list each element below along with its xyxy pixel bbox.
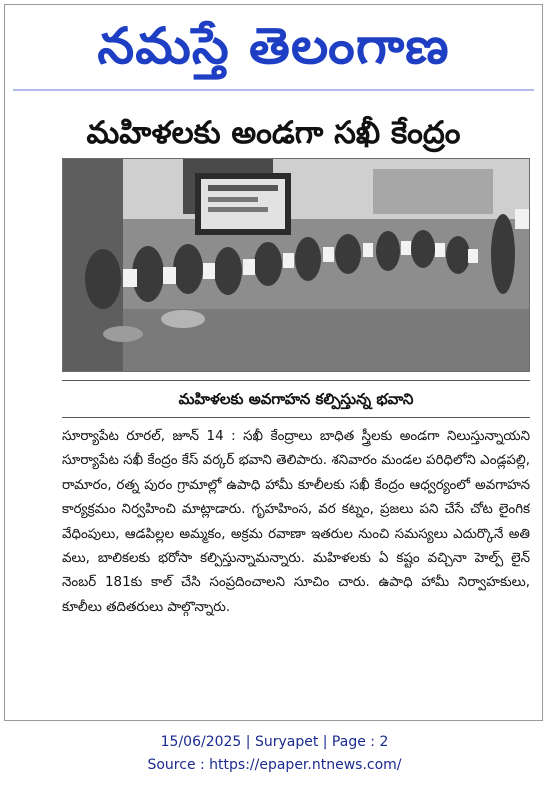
- article-body: సూర్యాపేట రూరల్, జూన్ 14 : సఖీ కేంద్రాలు బాధిత స్త్రీలకు అండగా నిలుస్తున్నాయని సూర్యాపేట సఖీ కేంద్రం కేస్ వర్కర్ భవాని తెలిపారు. శనివారం మండల పరిధిలోని ఎండ్లపల్లి, రామారం, రత్న పురం గ్రామాల్లో ఉపాధి హామీ కూలీలకు సఖీ కేంద్రం ఆధ్వర్యంలో అవగాహన కార్యక్రమం నిర్వహించి మాట్లాడారు. గృహహింస, వర కట్నం, ప్రజలు పని చేసే చోట లైంగిక వేధింపులు, ఆడపిల్లల అమ్మకం, అక్రమ రవాణా ఇతరుల నుంచి సమస్యలు ఎదుర్కొనే అతి వలు, బాలికలకు భరోసా కల్పిస్తున్నామన్నారు. మహిళలకు ఏ కష్టం వచ్చినా హెల్ప్ లైన్ నెంబర్ 181కు కాల్ చేసి సంప్రదించాలని సూచిం చారు. ఉపాధి హామీ నిర్వాహకులు, కూలీలు తదితరులు పాల్గొన్నారు.: [62, 429, 530, 615]
- caption-bottom-rule: [62, 417, 530, 418]
- photo-caption: మహిళలకు అవగాహన కల్పిస్తున్న భవాని: [178, 390, 414, 408]
- caption-top-rule: [62, 380, 530, 381]
- newspaper-masthead: నమస్తే తెలంగాణ: [97, 17, 450, 75]
- article-headline: మహిళలకు అండగా సఖీ కేంద్రం: [86, 115, 461, 151]
- footer-source-link[interactable]: Source : https://epaper.ntnews.com/: [147, 757, 402, 773]
- clipping-frame: [4, 4, 543, 721]
- masthead-divider: [13, 89, 534, 91]
- footer-date-edition: 15/06/2025 | Suryapet | Page : 2: [160, 734, 389, 750]
- news-photo: [62, 158, 530, 372]
